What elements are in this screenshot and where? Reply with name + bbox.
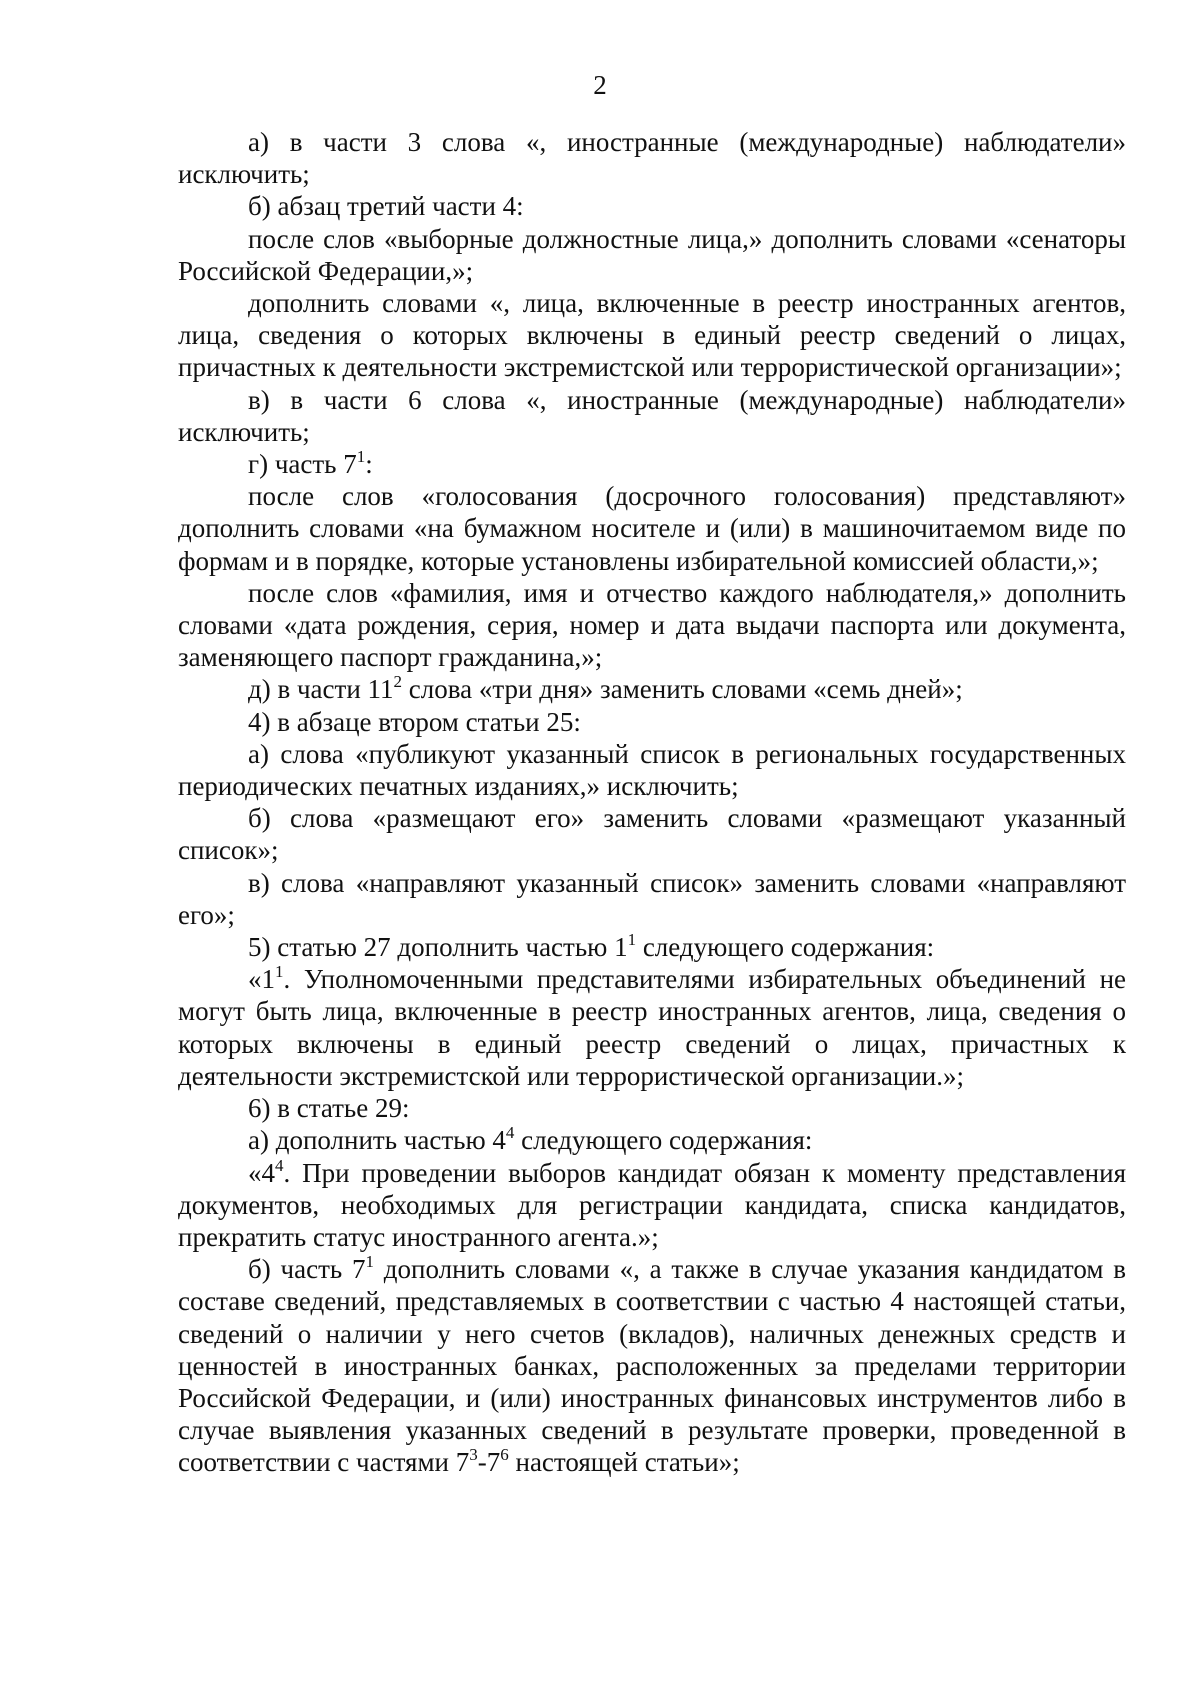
- superscript: 2: [393, 672, 403, 692]
- paragraph: «$1^1$. Уполномоченными представителями избирательных объединений не могут быть лица, включенные в реестр иностранных агентов, лица, сведения о которых включены в единый реестр сведений о лицах, причастных к деятельности экстремистской или террористической организации.»;: [178, 962, 1126, 1091]
- paragraph: а) дополнить частью $4^4$ следующего содержания:: [248, 1123, 813, 1156]
- paragraph: в) в части 6 слова «, иностранные (международные) наблюдатели» исключить;: [178, 384, 1126, 447]
- paragraph: б) слова «размещают его» заменить словами «размещают указанный список»;: [178, 803, 1126, 866]
- paragraph: 6) в статье 29:: [248, 1093, 410, 1124]
- superscript: 1: [356, 447, 366, 467]
- superscript: 4: [275, 1155, 284, 1175]
- paragraph: 5) статью 27 дополнить частью $1^1$ следующего содержания:: [248, 930, 935, 963]
- paragraph: а) в части 3 слова «, иностранные (международные) наблюдатели» исключить;: [178, 127, 1126, 190]
- page-number: 2: [593, 70, 607, 100]
- paragraph: дополнить словами «, лица, включенные в реестр иностранных агентов, лица, сведения о которых включены в единый реестр сведений о лицах, причастных к деятельности экстремистской или террористической организации»;: [178, 288, 1126, 383]
- paragraph: в) слова «направляют указанный список» заменить словами «направляют его»;: [178, 867, 1126, 930]
- document-body: [178, 126, 1126, 1479]
- superscript: 1: [365, 1252, 374, 1272]
- paragraph: «$4^4$. При проведении выборов кандидат обязан к моменту представления документов, необходимых для регистрации кандидата, списка кандидатов, прекратить статус иностранного агента.»;: [178, 1155, 1126, 1252]
- paragraph: д) в части $11^2$ слова «три дня» заменить словами «семь дней»;: [248, 672, 963, 705]
- superscript: 1: [275, 962, 284, 982]
- paragraph: а) слова «публикуют указанный список в региональных государственных периодических печатных изданиях,» исключить;: [178, 738, 1126, 802]
- superscript: 1: [627, 930, 637, 950]
- superscript: 6: [500, 1445, 509, 1465]
- paragraph: после слов «выборные должностные лица,» дополнить словами «сенаторы Российской Федерации,»;: [178, 223, 1126, 286]
- paragraph: г) часть $7^1$:: [248, 447, 373, 480]
- paragraph: после слов «голосования (досрочного голосования) представляют» дополнить словами «на бумажном носителе и (или) в машиночитаемом виде по формам и в порядке, которые установлены избирательной комиссией области,»;: [178, 481, 1126, 576]
- superscript: 4: [505, 1123, 515, 1143]
- paragraph: б) часть $7^1$ дополнить словами «, а также в случае указания кандидатом в составе сведений, представляемых в соответствии с частью 4 настоящей статьи, сведений о наличии у него счетов (вкладов), наличных денежных средств и ценностей в иностранных банках, расположенных за пределами территории Российской Федерации, и (или) иностранных финансовых инструментов либо в случае выявления указанных сведений в результате проверки, проведенной в соответствии с частями $7^3-7^6$ настоящей статьи»;: [178, 1252, 1126, 1478]
- paragraph: после слов «фамилия, имя и отчество каждого наблюдателя,» дополнить словами «дата рождения, серия, номер и дата выдачи паспорта или документа, заменяющего паспорт гражданина,»;: [178, 577, 1126, 673]
- paragraph: 4) в абзаце втором статьи 25:: [248, 706, 581, 737]
- superscript: 3: [469, 1445, 478, 1465]
- paragraph: б) абзац третий части 4:: [248, 191, 524, 222]
